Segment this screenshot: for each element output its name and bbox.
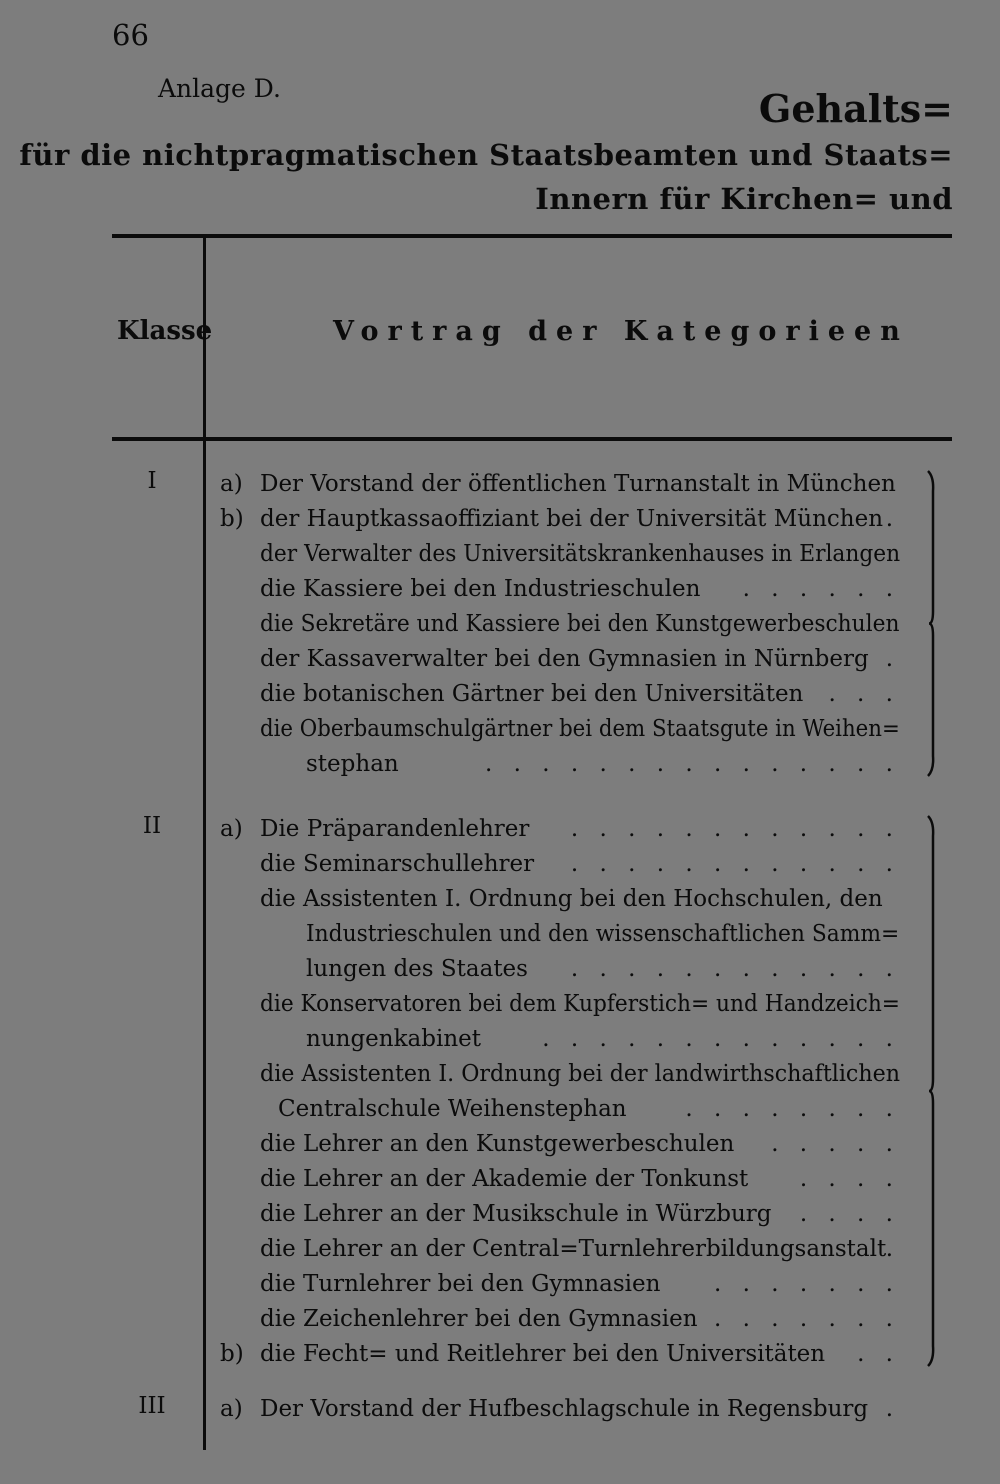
- item-text: die Turnlehrer bei den Gymnasien: [260, 1271, 661, 1297]
- item-text: die Assistenten I. Ordnung bei den Hochschulen, den: [260, 886, 883, 912]
- klasse-label: I: [147, 468, 157, 494]
- leader-dots: . . . . . . . . . . . .: [570, 956, 900, 982]
- leader-dots: . . . . . . . . . . . . .: [542, 1026, 900, 1052]
- leader-dots: . . .: [828, 681, 900, 707]
- title-line-2: für die nichtpragmatischen Staatsbeamten und Staats=: [19, 138, 953, 172]
- list-item: [220, 1197, 900, 1232]
- leader-dots: . . . . . . . . . . . .: [570, 851, 900, 877]
- item-text: die Seminarschullehrer: [260, 851, 535, 877]
- list-item: [220, 642, 900, 677]
- list-item: [220, 537, 900, 572]
- list-item: [220, 467, 900, 502]
- item-text: nungenkabinet: [306, 1026, 481, 1052]
- item-marker: b): [220, 1341, 244, 1367]
- list-item: [220, 1162, 900, 1197]
- item-text: die Fecht= und Reitlehrer bei den Universitäten: [260, 1341, 826, 1367]
- table-top-rule: [112, 234, 952, 238]
- item-text: der Hauptkassaoffiziant bei der Universität München: [260, 506, 884, 532]
- leader-dots: . . . . .: [771, 1131, 900, 1157]
- item-text: die Konservatoren bei dem Kupferstich= und Handzeich=: [260, 991, 900, 1017]
- list-item: [220, 572, 900, 607]
- item-text: Der Vorstand der Hufbeschlagschule in Regensburg: [260, 1396, 869, 1422]
- leader-dots: . . . . . . . .: [685, 1096, 900, 1122]
- leader-dots: . . . . . . . . . . . .: [570, 816, 900, 842]
- column-divider: [203, 238, 206, 1450]
- leader-dots: . . . .: [799, 1166, 900, 1192]
- item-text: lungen des Staates: [306, 956, 528, 982]
- page-title: Gehalts=: [758, 86, 953, 131]
- item-marker: a): [220, 471, 243, 497]
- item-text: die Assistenten I. Ordnung bei der landwirthschaftlichen: [260, 1061, 901, 1087]
- header-vortrag: Vortrag der Kategorieen: [333, 316, 909, 347]
- leader-dots: .: [885, 1236, 900, 1262]
- list-item: [220, 1337, 900, 1372]
- leader-dots: .: [885, 1396, 900, 1422]
- list-item: [220, 812, 900, 847]
- list-item: [220, 952, 900, 987]
- item-marker: a): [220, 1396, 243, 1422]
- item-text: Der Vorstand der öffentlichen Turnanstalt in München: [260, 471, 896, 497]
- list-item: [220, 502, 900, 537]
- list-item: [220, 747, 900, 782]
- item-marker: a): [220, 816, 243, 842]
- item-text: die Kassiere bei den Industrieschulen: [260, 576, 701, 602]
- list-item: [220, 712, 900, 747]
- table-header-rule: [112, 437, 952, 441]
- list-item: [220, 917, 900, 952]
- item-text: die Lehrer an der Musikschule in Würzburg: [260, 1201, 772, 1227]
- list-item: [220, 847, 900, 882]
- title-line-3: Innern für Kirchen= und: [535, 182, 953, 216]
- item-text: die Sekretäre und Kassiere bei den Kunstgewerbeschulen: [260, 611, 900, 637]
- klasse-label: III: [138, 1393, 166, 1419]
- list-item: [220, 1267, 900, 1302]
- item-marker: b): [220, 506, 244, 532]
- list-item: [220, 607, 900, 642]
- leader-dots: . . . .: [799, 1201, 900, 1227]
- list-item: [220, 987, 900, 1022]
- leader-dots: . . . . . .: [742, 576, 900, 602]
- appendix-label: Anlage D.: [158, 74, 281, 103]
- leader-dots: . .: [857, 1341, 900, 1367]
- item-text: die Lehrer an der Central=Turnlehrerbildungsanstalt: [260, 1236, 887, 1262]
- item-text: die Lehrer an den Kunstgewerbeschulen: [260, 1131, 735, 1157]
- list-item: [220, 677, 900, 712]
- item-text: stephan: [306, 751, 399, 777]
- list-item: [220, 1232, 900, 1267]
- list-item: [220, 1392, 900, 1427]
- item-text: Industrieschulen und den wissenschaftlichen Samm=: [306, 921, 900, 947]
- list-item: [220, 1022, 900, 1057]
- leader-dots: . . . . . . .: [713, 1306, 900, 1332]
- klasse-label: II: [142, 813, 162, 839]
- page-number: 66: [112, 18, 149, 52]
- item-text: der Verwalter des Universitätskrankenhauses in Erlangen: [260, 541, 901, 567]
- list-item: [220, 1127, 900, 1162]
- list-item: [220, 1057, 900, 1092]
- leader-dots: . . . . . . . . . . . . . . .: [484, 751, 900, 777]
- leader-dots: .: [885, 506, 900, 532]
- item-text: Centralschule Weihenstephan: [278, 1096, 627, 1122]
- list-item: [220, 1092, 900, 1127]
- list-item: [220, 882, 900, 917]
- list-item: [220, 1302, 900, 1337]
- leader-dots: .: [885, 646, 900, 672]
- header-klasse: Klasse: [117, 316, 213, 346]
- leader-dots: . . . . . . .: [713, 1271, 900, 1297]
- section-brace: [928, 816, 933, 1366]
- item-text: der Kassaverwalter bei den Gymnasien in Nürnberg: [260, 646, 869, 672]
- item-text: die Oberbaumschulgärtner bei dem Staatsgute in Weihen=: [260, 716, 900, 742]
- item-text: die botanischen Gärtner bei den Universitäten: [260, 681, 804, 707]
- section-brace: [928, 471, 933, 776]
- item-text: die Lehrer an der Akademie der Tonkunst: [260, 1166, 749, 1192]
- item-text: die Zeichenlehrer bei den Gymnasien: [260, 1306, 698, 1332]
- item-text: Die Präparandenlehrer: [260, 816, 530, 842]
